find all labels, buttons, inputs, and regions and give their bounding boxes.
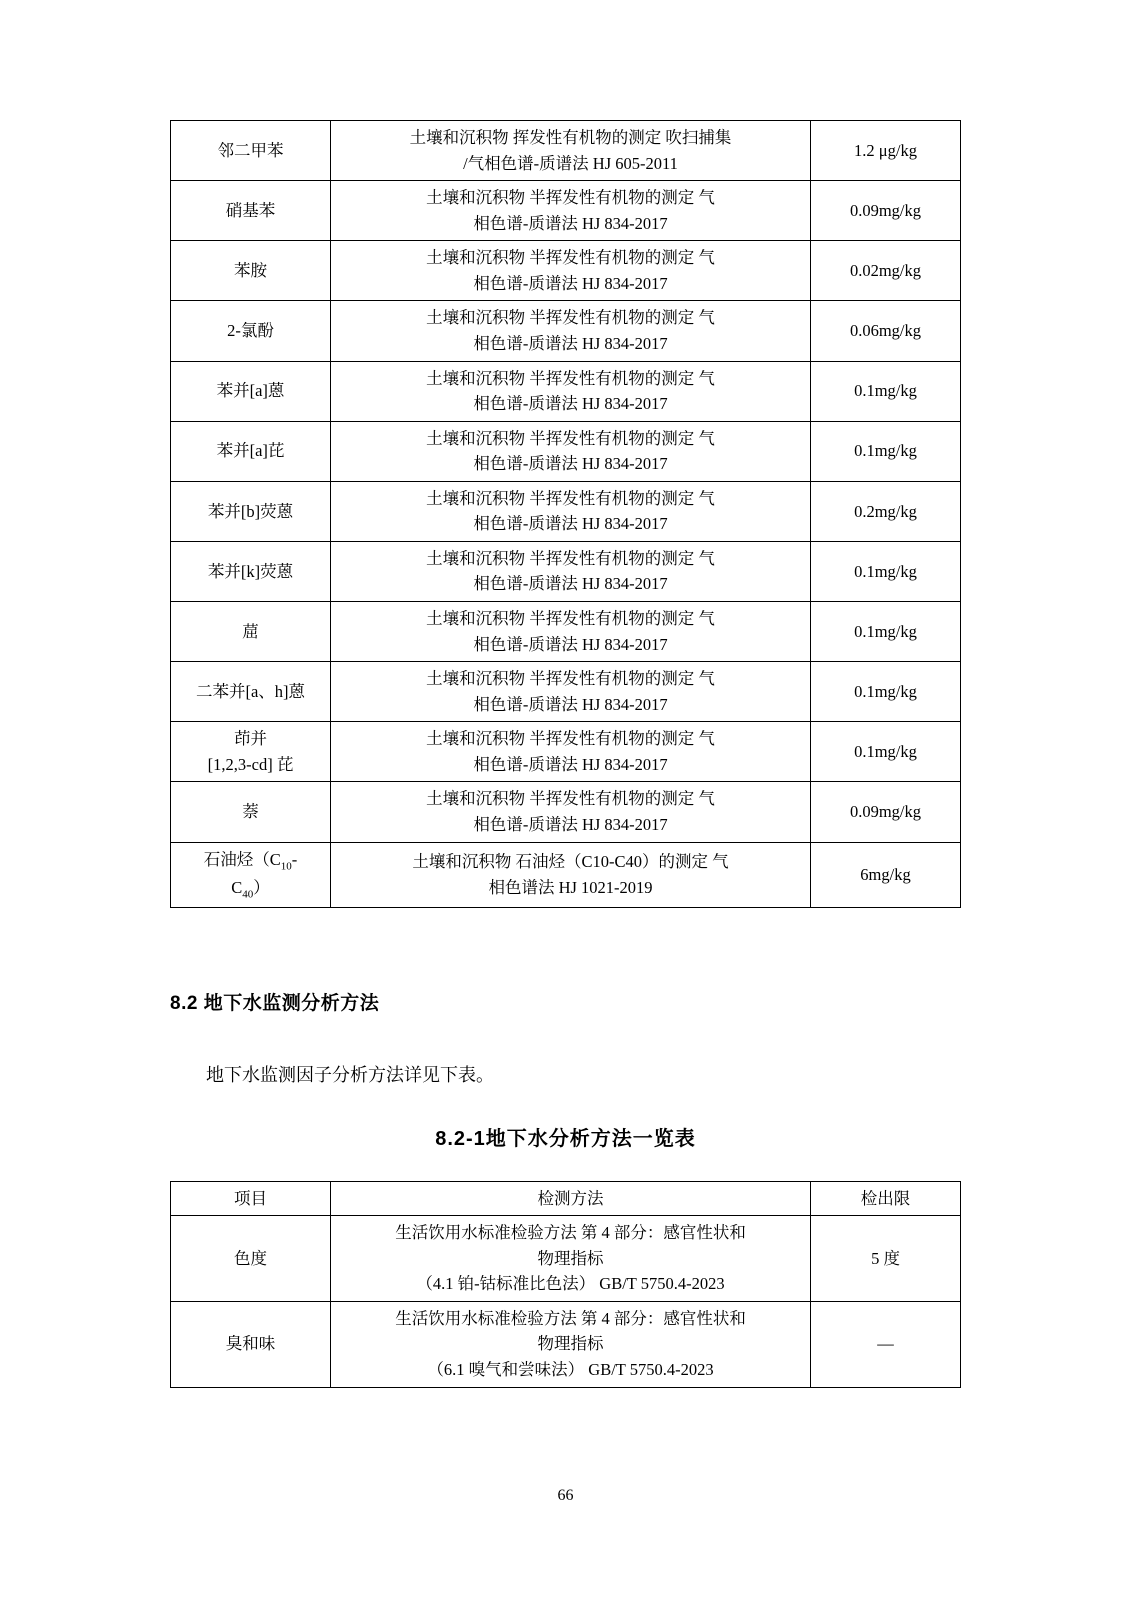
- column-header-limit: 检出限: [811, 1181, 961, 1216]
- cell-limit: 1.2 μg/kg: [811, 121, 961, 181]
- method-line-2: 物理指标: [537, 1334, 604, 1354]
- table-row: [171, 782, 961, 842]
- method-line-1: 土壤和沉积物 半挥发性有机物的测定 气: [426, 548, 715, 568]
- cell-limit: 0.02mg/kg: [811, 241, 961, 301]
- groundwater-analysis-methods-table: [170, 1181, 961, 1388]
- method-line-2: 相色谱-质谱法 HJ 834-2017: [473, 333, 668, 353]
- cell-method: [331, 1301, 811, 1387]
- cell-method: [331, 1216, 811, 1302]
- section-paragraph: 地下水监测因子分析方法详见下表。: [206, 1065, 494, 1086]
- spacer: [170, 1015, 961, 1059]
- method-line-1: 土壤和沉积物 半挥发性有机物的测定 气: [426, 308, 715, 328]
- cell-item: 臭和味: [171, 1301, 331, 1387]
- cell-limit: 0.1mg/kg: [811, 421, 961, 481]
- method-line-2: 相色谱-质谱法 HJ 834-2017: [473, 574, 668, 594]
- cell-method: [331, 121, 811, 181]
- cell-item: [171, 481, 331, 541]
- method-line-1: 土壤和沉积物 半挥发性有机物的测定 气: [426, 669, 715, 689]
- item-text: 苯并[a]蒽: [216, 381, 285, 401]
- cell-item: [171, 842, 331, 908]
- table-row: [171, 722, 961, 782]
- cell-limit: 0.09mg/kg: [811, 782, 961, 842]
- item-text: 苯并[b]荧蒽: [207, 501, 294, 521]
- table-row: [171, 301, 961, 361]
- table-caption: 8.2-1地下水分析方法一览表: [435, 1127, 696, 1150]
- item-text: 萘: [242, 802, 259, 822]
- cell-method: [331, 602, 811, 662]
- method-line-2: 物理指标: [537, 1248, 604, 1268]
- cell-item: [171, 361, 331, 421]
- section-heading: 8.2 地下水监测分析方法: [170, 993, 380, 1015]
- cell-limit: 0.1mg/kg: [811, 662, 961, 722]
- method-line-2: 相色谱-质谱法 HJ 834-2017: [473, 694, 668, 714]
- table-row: [171, 241, 961, 301]
- method-line-2: 相色谱-质谱法 HJ 834-2017: [473, 454, 668, 474]
- method-line-2: 相色谱法 HJ 1021-2019: [488, 877, 653, 897]
- method-line-1: 土壤和沉积物 半挥发性有机物的测定 气: [426, 609, 715, 628]
- table-row: [171, 181, 961, 241]
- method-line-1: 土壤和沉积物 半挥发性有机物的测定 气: [426, 428, 715, 448]
- cell-limit: 0.1mg/kg: [811, 541, 961, 601]
- cell-method: [331, 301, 811, 361]
- item-line-1: 茚并: [234, 729, 267, 749]
- cell-limit: 6mg/kg: [811, 842, 961, 908]
- method-line-2: 相色谱-质谱法 HJ 834-2017: [473, 213, 668, 233]
- method-line-1: 土壤和沉积物 半挥发性有机物的测定 气: [426, 789, 715, 809]
- method-line-1: 土壤和沉积物 半挥发性有机物的测定 气: [426, 368, 715, 388]
- cell-limit: 0.1mg/kg: [811, 722, 961, 782]
- spacer: [170, 1092, 961, 1122]
- cell-method: [331, 421, 811, 481]
- table-row: [171, 1216, 961, 1302]
- method-line-1: 土壤和沉积物 半挥发性有机物的测定 气: [426, 188, 715, 208]
- method-line-2: 相色谱-质谱法 HJ 834-2017: [473, 814, 668, 834]
- method-line-1: 土壤和沉积物 半挥发性有机物的测定 气: [426, 248, 715, 268]
- cell-method: [331, 361, 811, 421]
- cell-method: [331, 181, 811, 241]
- item-text: 䓛: [242, 621, 259, 641]
- method-line-2: 相色谱-质谱法 HJ 834-2017: [473, 394, 668, 414]
- cell-method: [331, 481, 811, 541]
- cell-item: [171, 662, 331, 722]
- cell-limit: 0.1mg/kg: [811, 361, 961, 421]
- table-row: [171, 1301, 961, 1387]
- method-line-2: 相色谱-质谱法 HJ 834-2017: [473, 273, 668, 293]
- cell-limit: 0.09mg/kg: [811, 181, 961, 241]
- item-text: 苯并[a]芘: [216, 441, 285, 461]
- cell-item: 色度: [171, 1216, 331, 1302]
- item-text: 二苯并[a、h]蒽: [195, 681, 306, 701]
- cell-limit: 5 度: [811, 1216, 961, 1302]
- item-line-2: [1,2,3-cd] 芘: [207, 754, 294, 774]
- cell-method: [331, 722, 811, 782]
- soil-analysis-methods-table: [170, 120, 961, 908]
- page-number: 66: [557, 1487, 574, 1504]
- method-line-3: （4.1 铂-钴标准比色法） GB/T 5750.4-2023: [416, 1274, 725, 1294]
- table-row: [171, 121, 961, 181]
- item-text: 硝基苯: [225, 200, 276, 220]
- cell-method: [331, 241, 811, 301]
- method-line-3: （6.1 嗅气和尝味法） GB/T 5750.4-2023: [427, 1359, 714, 1379]
- method-line-1: 生活饮用水标准检验方法 第 4 部分：感官性状和: [395, 1308, 746, 1328]
- method-line-1: 土壤和沉积物 挥发性有机物的测定 吹扫捕集: [409, 128, 732, 147]
- item-text: 邻二甲苯: [217, 140, 284, 160]
- cell-limit: 0.2mg/kg: [811, 481, 961, 541]
- cell-item: [171, 782, 331, 842]
- table-row: [171, 361, 961, 421]
- method-line-2: 相色谱-质谱法 HJ 834-2017: [473, 634, 668, 654]
- table-row: [171, 602, 961, 662]
- item-line-2: $C_{40}$）: [231, 877, 270, 901]
- method-line-1: 土壤和沉积物 半挥发性有机物的测定 气: [426, 729, 715, 749]
- cell-method: [331, 541, 811, 601]
- cell-limit: —: [811, 1301, 961, 1387]
- table-row: [171, 541, 961, 601]
- column-header-method: 检测方法: [331, 1181, 811, 1216]
- table-row: [171, 421, 961, 481]
- cell-item: [171, 421, 331, 481]
- cell-item: [171, 722, 331, 782]
- table-row: [171, 842, 961, 908]
- spacer: [170, 1151, 961, 1181]
- cell-item: [171, 541, 331, 601]
- column-header-item: 项目: [171, 1181, 331, 1216]
- item-text: 苯并[k]荧蒽: [207, 561, 294, 581]
- cell-method: [331, 842, 811, 908]
- cell-limit: 0.06mg/kg: [811, 301, 961, 361]
- method-line-1: 生活饮用水标准检验方法 第 4 部分：感官性状和: [395, 1223, 746, 1243]
- cell-method: [331, 662, 811, 722]
- method-line-2: /气相色谱-质谱法 HJ 605-2011: [463, 153, 678, 173]
- table-row: [171, 662, 961, 722]
- item-text: 苯胺: [234, 261, 267, 281]
- cell-item: [171, 241, 331, 301]
- method-line-1: 土壤和沉积物 半挥发性有机物的测定 气: [426, 488, 715, 508]
- table-row: [171, 481, 961, 541]
- method-line-2: 相色谱-质谱法 HJ 834-2017: [473, 514, 668, 534]
- cell-item: [171, 121, 331, 181]
- spacer: [170, 908, 961, 988]
- method-line-1: 土壤和沉积物 石油烃（C10-C40）的测定 气: [412, 852, 729, 872]
- cell-item: [171, 301, 331, 361]
- method-line-2: 相色谱-质谱法 HJ 834-2017: [473, 754, 668, 774]
- cell-method: [331, 782, 811, 842]
- cell-limit: 0.1mg/kg: [811, 602, 961, 662]
- table-header-row: [171, 1181, 961, 1216]
- item-line-1: 石油烃（$C_{10}-$: [203, 849, 298, 872]
- item-text: 2-氯酚: [227, 321, 274, 341]
- cell-item: [171, 602, 331, 662]
- cell-item: [171, 181, 331, 241]
